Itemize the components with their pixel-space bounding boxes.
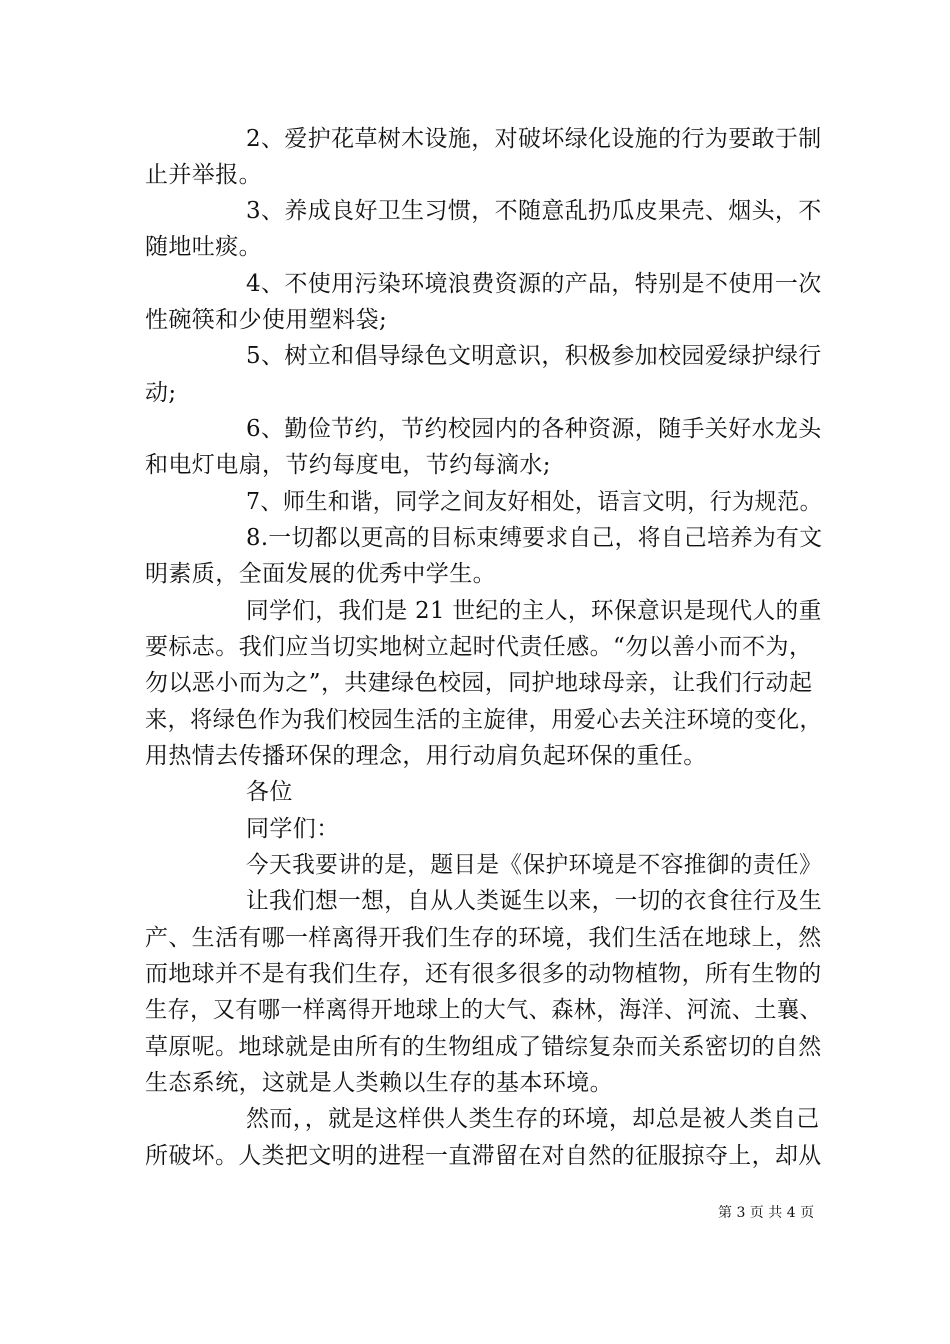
- text-line: 让我们想一想，自从人类诞生以来，一切的衣食往行及生: [246, 888, 822, 914]
- text-line: 用热情去传播环保的理念，用行动肩负起环保的重任。: [145, 743, 707, 769]
- text-line: 今天我要讲的是，题目是《保护环境是不容推御的责任》: [246, 852, 822, 878]
- text-line: 5、树立和倡导绿色文明意识，积极参加校园爱绿护绿行: [246, 343, 822, 369]
- text-line: 6、勤俭节约，节约校园内的各种资源，随手关好水龙头: [246, 416, 822, 442]
- text-line: 草原呢。地球就是由所有的生物组成了错综复杂而关系密切的自然: [145, 1034, 822, 1060]
- text-line: 同学们：: [246, 816, 340, 842]
- text-line: 而地球并不是有我们生存，还有很多很多的动物植物，所有生物的: [145, 961, 822, 987]
- text-line: 各位: [246, 779, 293, 805]
- page-number-footer: 第 3 页 共 4 页: [718, 1205, 815, 1221]
- text-line: 产、生活有哪一样离得开我们生存的环境，我们生活在地球上，然: [145, 925, 822, 951]
- text-line: 止并举报。: [145, 162, 262, 188]
- text-line: 随地吐痰。: [145, 234, 262, 260]
- text-line: 7、师生和谐，同学之间友好相处，语言文明，行为规范。: [246, 489, 823, 515]
- text-line: 和电灯电扇，节约每度电，节约每滴水;: [145, 452, 551, 478]
- text-line: 动;: [145, 380, 177, 406]
- text-line: 勿以恶小而为之”，共建绿色校园，同护地球母亲，让我们行动起: [145, 670, 813, 696]
- text-line: 3、养成良好卫生习惯，不随意乱扔瓜皮果壳、烟头，不: [246, 198, 822, 224]
- text-line: 2、爱护花草树木设施，对破坏绿化设施的行为要敢于制: [246, 126, 822, 152]
- text-line: 同学们，我们是 21 世纪的主人，环保意识是现代人的重: [246, 598, 822, 624]
- text-line: 所破坏。人类把文明的进程一直滞留在对自然的征服掠夺上，却从: [145, 1143, 822, 1169]
- text-line: 要标志。我们应当切实地树立起时代责任感。“勿以善小而不为，: [145, 634, 813, 660]
- text-line: 性碗筷和少使用塑料袋;: [145, 307, 388, 333]
- text-line: 然而，，就是这样供人类生存的环境，却总是被人类自己: [246, 1106, 820, 1132]
- text-line: 来，将绿色作为我们校园生活的主旋律，用爱心去关注环境的变化，: [145, 707, 823, 733]
- text-line: 8.一切都以更高的目标束缚要求自己，将自己培养为有文: [246, 525, 823, 551]
- text-line: 明素质，全面发展的优秀中学生。: [145, 561, 496, 587]
- text-line: 4、不使用污染环境浪费资源的产品，特别是不使用一次: [246, 271, 822, 297]
- text-line: 生态系统，这就是人类赖以生存的基本环境。: [145, 1070, 613, 1096]
- text-line: 生存，又有哪一样离得开地球上的大气、森林，海洋、河流、土襄、: [145, 997, 823, 1023]
